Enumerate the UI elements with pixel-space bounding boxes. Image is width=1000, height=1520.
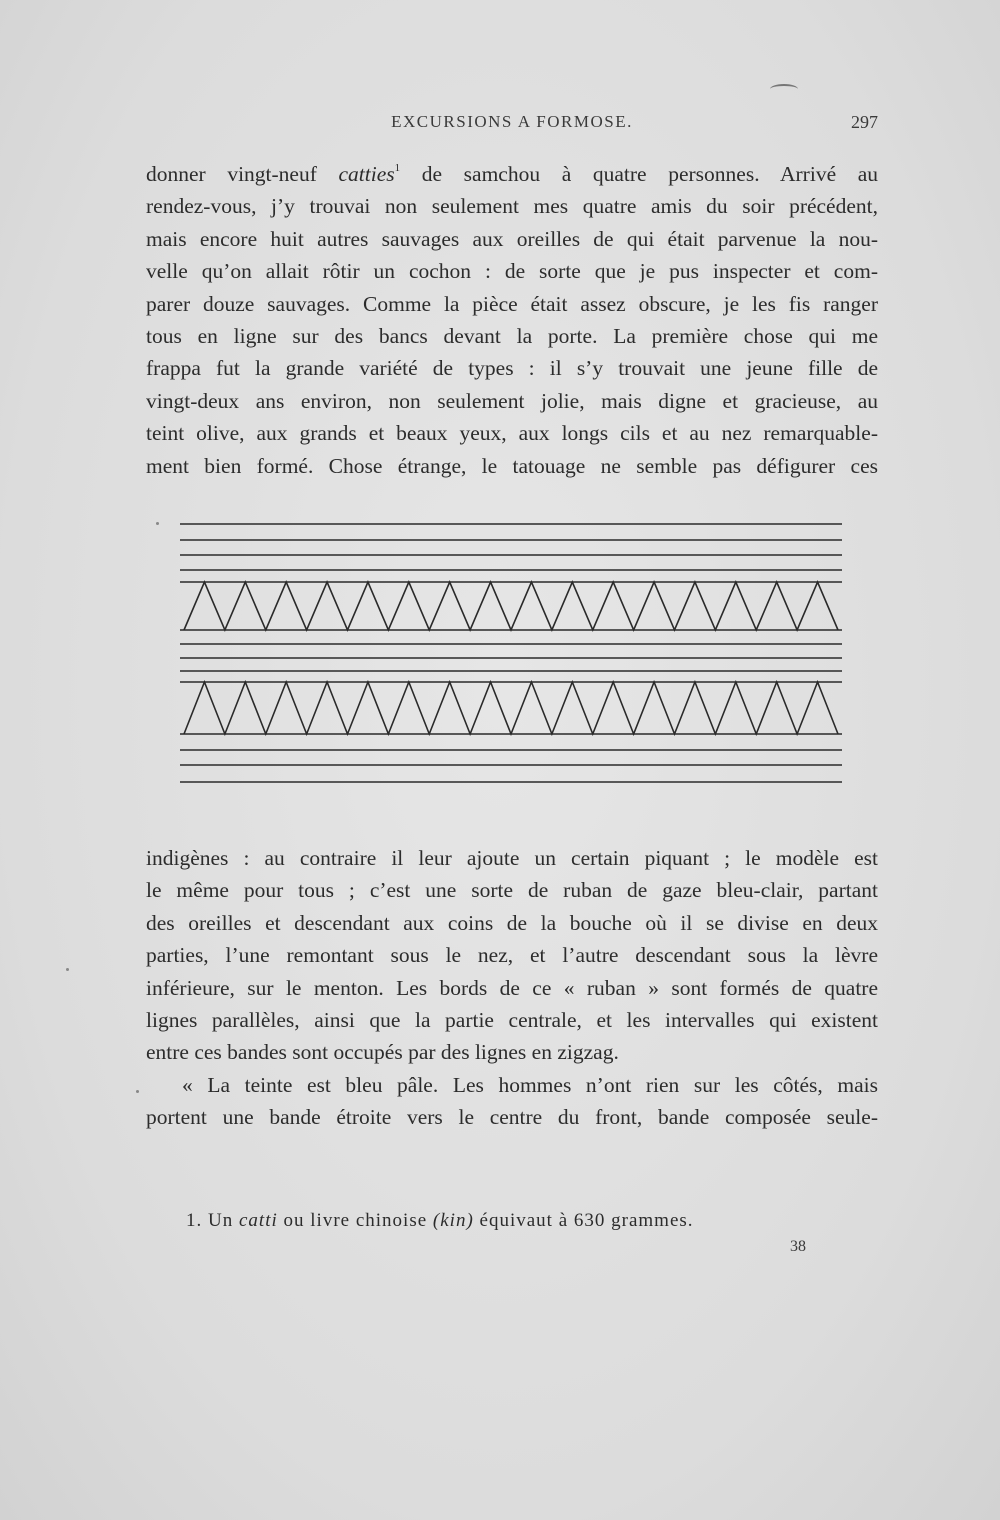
paragraph-2	[146, 842, 878, 1134]
text-line: teint olive, aux grands et beaux yeux, aux longs cils et au nez remarquable-	[146, 421, 878, 446]
term-kin: (kin)	[432, 1210, 474, 1231]
text-line: donner vingt-neuf catties$^1$ de samchou à quatre personnes. Arrivé au	[146, 162, 879, 186]
page-number: 297	[851, 112, 878, 132]
text-line: lignes parallèles, ainsi que la partie centrale, et les intervalles qui existent	[146, 1008, 878, 1033]
footnote: 1. Un catti ou livre chinoise (kin) équivaut à 630 grammes.	[186, 1210, 694, 1231]
page-header	[146, 112, 878, 142]
zigzag-band	[184, 682, 838, 734]
text-line: frappa fut la grande variété de types : il s’y trouvait une jeune fille de	[146, 356, 878, 381]
running-title: EXCURSIONS A FORMOSE.	[391, 112, 633, 131]
paper-speck	[156, 522, 159, 525]
paragraph-1	[146, 158, 878, 482]
text-line: entre ces bandes sont occupés par des lignes en zigzag.	[146, 1040, 619, 1065]
text-line: « La teinte est bleu pâle. Les hommes n’ont rien sur les côtés, mais	[182, 1072, 878, 1097]
tattoo-pattern-figure	[170, 510, 850, 800]
term-catti: catti	[238, 1210, 278, 1231]
text-line: parer douze sauvages. Comme la pièce était assez obscure, je les fis ranger	[146, 291, 878, 316]
text-line: indigènes : au contraire il leur ajoute un certain piquant ; le modèle est	[146, 846, 878, 870]
zigzag-band	[184, 582, 838, 630]
text-line: le même pour tous ; c’est une sorte de ruban de gaze bleu-clair, partant	[146, 878, 878, 903]
text-line: tous en ligne sur des bancs devant la porte. La première chose qui me	[146, 324, 878, 349]
signature-mark: 38	[790, 1238, 806, 1255]
text-line: inférieure, sur le menton. Les bords de ce « ruban » sont formés de quatre	[146, 975, 878, 1000]
paper-speck	[136, 1090, 139, 1093]
footnote-ref: 1	[394, 162, 401, 174]
text-line: mais encore huit autres sauvages aux oreilles de qui était parvenue la nou-	[146, 226, 878, 251]
text-line: des oreilles et descendant aux coins de la bouche où il se divise en deux	[146, 910, 878, 935]
term-catties: catties	[338, 162, 395, 186]
paper-speck	[66, 968, 69, 971]
text-line: rendez-vous, j’y trouvai non seulement mes quatre amis du soir précédent,	[146, 194, 878, 219]
text-line: portent une bande étroite vers le centre du front, bande composée seule-	[146, 1105, 878, 1130]
text-line: vingt-deux ans environ, non seulement jolie, mais digne et gracieuse, au	[146, 388, 878, 413]
text-line: ment bien formé. Chose étrange, le tatouage ne semble pas défigurer ces	[146, 453, 878, 478]
text-line: velle qu’on allait rôtir un cochon : de sorte que je pus inspecter et com-	[146, 259, 878, 284]
text-line: parties, l’une remontant sous le nez, et l’autre descendant sous la lèvre	[146, 943, 878, 968]
footnote-number: 1.	[186, 1210, 203, 1231]
corner-mark	[770, 84, 798, 94]
